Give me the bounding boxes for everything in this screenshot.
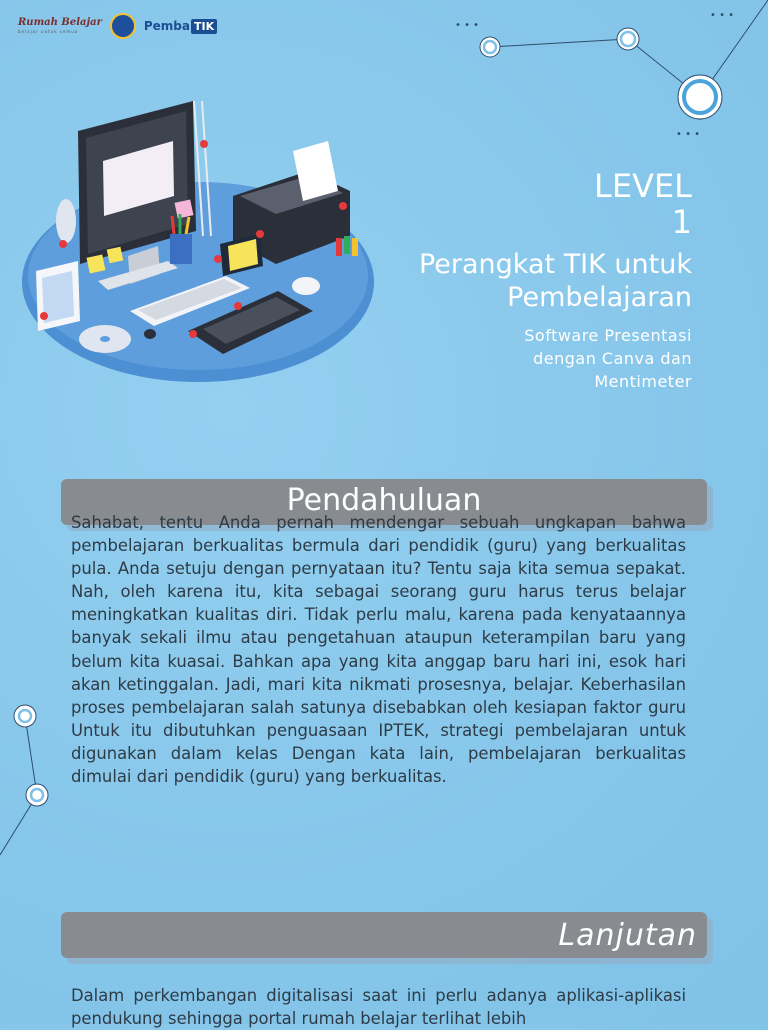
level-label: LEVEL 1 xyxy=(594,167,692,241)
section-heading-lanjutan: Lanjutan xyxy=(558,918,697,953)
kemdikbud-seal-icon xyxy=(110,13,136,39)
course-title-block xyxy=(372,168,692,393)
computer-devices-illustration xyxy=(8,96,374,386)
header-logos xyxy=(18,10,217,42)
section-heading-pendahuluan: Pendahuluan xyxy=(286,483,482,518)
pembatik-logo-tik: TIK xyxy=(191,19,217,34)
section-body-pendahuluan: Sahabat, tentu Anda pernah mendengar sebuah ungkapan bahwa pembelajaran berkualitas bermula dari pendidik (guru) yang berkualitas pula. Anda setuju dengan pernyataan itu? Tentu saja kita semua sepakat. Nah, oleh karena itu, kita sebagai seorang guru harus terus belajar meningkatkan kualitas diri. Tidak perlu malu, karena pada kenyataannya banyak sekali ilmu atau pengetahuan ataupun keterampilan baru yang belum kita kuasai. Bahkan apa yang kita anggap baru hari ini, esok hari akan ketinggalan. Jadi, mari kita nikmati prosesnya, belajar. Keberhasilan proses pembelajaran salah satunya disebabkan oleh kesiapan faktor guru Untuk itu dibutuhkan penguasaan IPTEK, strategi pembelajaran untuk digunakan dalam kelas Dengan kata lain, pembelajaran berkualitas dimulai dari pendidik (guru) yang berkualitas. xyxy=(71,513,686,787)
rumah-belajar-logo xyxy=(18,18,102,34)
section-heading-bar-lanjutan xyxy=(61,912,707,958)
subject-title: Perangkat TIK untuk Pembelajaran xyxy=(418,249,692,313)
svg-text:• • •: • • • xyxy=(710,10,735,21)
pembatik-logo xyxy=(144,19,217,34)
section-body-lanjutan: Dalam perkembangan digitalisasi saat ini perlu adanya aplikasi-aplikasi pendukung sehingga portal rumah belajar terlihat lebih xyxy=(71,986,686,1029)
rumah-belajar-tagline: belajar untuk semua xyxy=(18,29,79,34)
pembatik-logo-pemba: Pemba xyxy=(143,19,190,33)
rumah-belajar-logo-text: Rumah Belajar xyxy=(18,17,102,28)
topic-subtitle: Software Presentasi dengan Canva dan Mentimeter xyxy=(524,326,692,391)
svg-text:• • •: • • • xyxy=(455,20,480,31)
svg-text:• • •: • • • xyxy=(676,129,701,140)
